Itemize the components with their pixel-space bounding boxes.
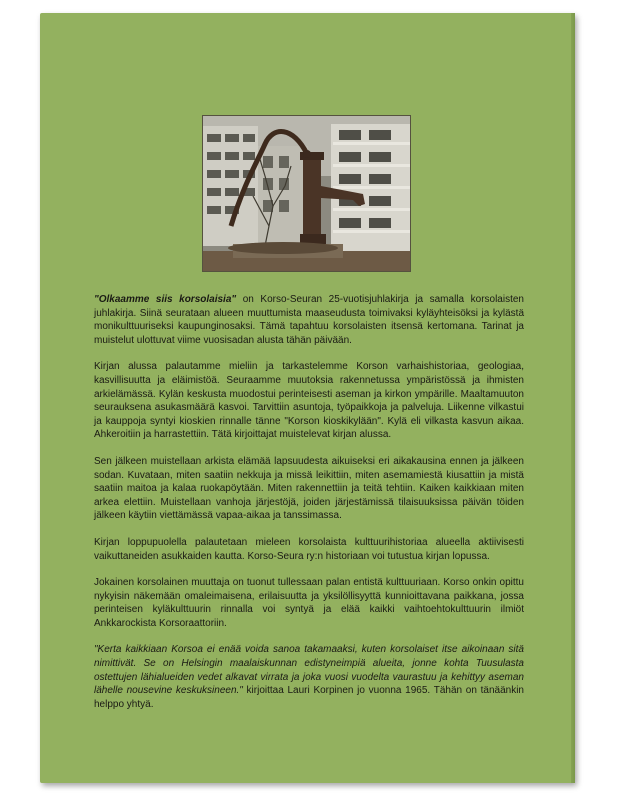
paragraph-intro <box>94 293 524 347</box>
intro-text: on Korso-Seuran 25-vuotisjuhlakirja ja samalla korsolaisten juhlakirja. Siinä seurataan alueen muuttumista maaseudusta toimivaksi kyläyhteisöksi ja kylästä monikulttuuriseksi kaupunginosaksi. Tämä tapahtuu korsolaisten itsensä kertomana. Tarinat ja muistelut ulottuvat viime vuosisadan alusta tähän päivään. <box>94 294 524 346</box>
paragraph-early-history: Kirjan alussa palautamme mieliin ja tarkastelemme Korson varhaishistoriaa, geologiaa, kasvillisuutta ja eläimistöä. Seuraamme muutoksia rakennetussa ympäristössä ja ihmisten arkielämässä. Kylän keskusta muodostui perinteisesti aseman ja kirkon ympärille. Maaltamuuton seurauksena asukasmäärä kasvoi. Tarvittiin asuntoja, työpaikkoja ja palveluja. Liikenne vilkastui ja kauppoja syntyi kioskien rinnalle tänne "Korson kioskikylään". Kylä eli vilkasta kasvun aikaa. Ahkeroitiin ja harrastettiin. Tätä kirjoittajat muistelevat kirjan alussa. <box>94 361 524 441</box>
paragraph-everyday-life: Sen jälkeen muistellaan arkista elämää lapsuudesta aikuiseksi eri aikakausina ennen ja jälkeen sodan. Kuvataan, miten saatiin nekkuja ja missä leikittiin, miten asemamiestä kiusattiin ja mistä saatiin maitoa ja kalaa ruokapöytään. Miten rakennettiin ja teitä tehtiin. Kaiken kaikkiaan miten arkea elettiin. Muistellaan vanhoja järjestöjä, joiden järjestämissä tilaisuuksissa päivän töiden jälkeen käytiin viettämässä vapaa-aikaa ja tanssimassa. <box>94 455 524 522</box>
paragraph-quote <box>94 643 524 711</box>
water-pump-illustration <box>203 116 410 271</box>
back-cover-text <box>94 293 524 724</box>
quote-text: "Kerta kaikkiaan Korsoa ei enää voida sanoa takamaaksi, kuten korsolaiset itse aikoinaan sitä nimittivät. Se on Helsingin maalaiskunnan edistyneimpiä alueita, jonne kohta Tuusulasta ostettujen lähialueiden vedet alkavat virrata ja joka vuosi vuodelta vaurastuu ja kehittyy aseman lähelle nousevine keskuksineen." <box>94 644 524 697</box>
quote-attribution: kirjoittaa Lauri Korpinen jo vuonna 1965. Tähän on tänäänkin helppo yhtyä. <box>94 685 524 710</box>
paragraph-multiculture: Jokainen korsolainen muuttaja on tuonut tullessaan palan entistä kulttuuriaan. Korso onkin opittu nykyisin näkemään omaleimaisena, erilaisuutta ja yksilöllisyyttä kunnioittavana paikkana, jossa perinteisen kyläkulttuurin rinnalla voi syntyä ja elää kaikki vaihtoehtokulttuurin ilmiöt Ankkarockista Korsoraattoriin. <box>94 577 524 629</box>
book-back-cover <box>40 13 575 783</box>
cover-edge <box>571 13 575 783</box>
paragraph-cultural-history: Kirjan loppupuolella palautetaan mieleen korsolaista kulttuurihistoriaa alueella aktiivisesti vaikuttaneiden asukkaiden kautta. Korso-Seura ry:n historiaan voi tutustua kirjan lopussa. <box>94 536 524 562</box>
water-pump-photo <box>202 115 411 272</box>
intro-lead-title: "Olkaamme siis korsolaisia" <box>94 294 237 305</box>
